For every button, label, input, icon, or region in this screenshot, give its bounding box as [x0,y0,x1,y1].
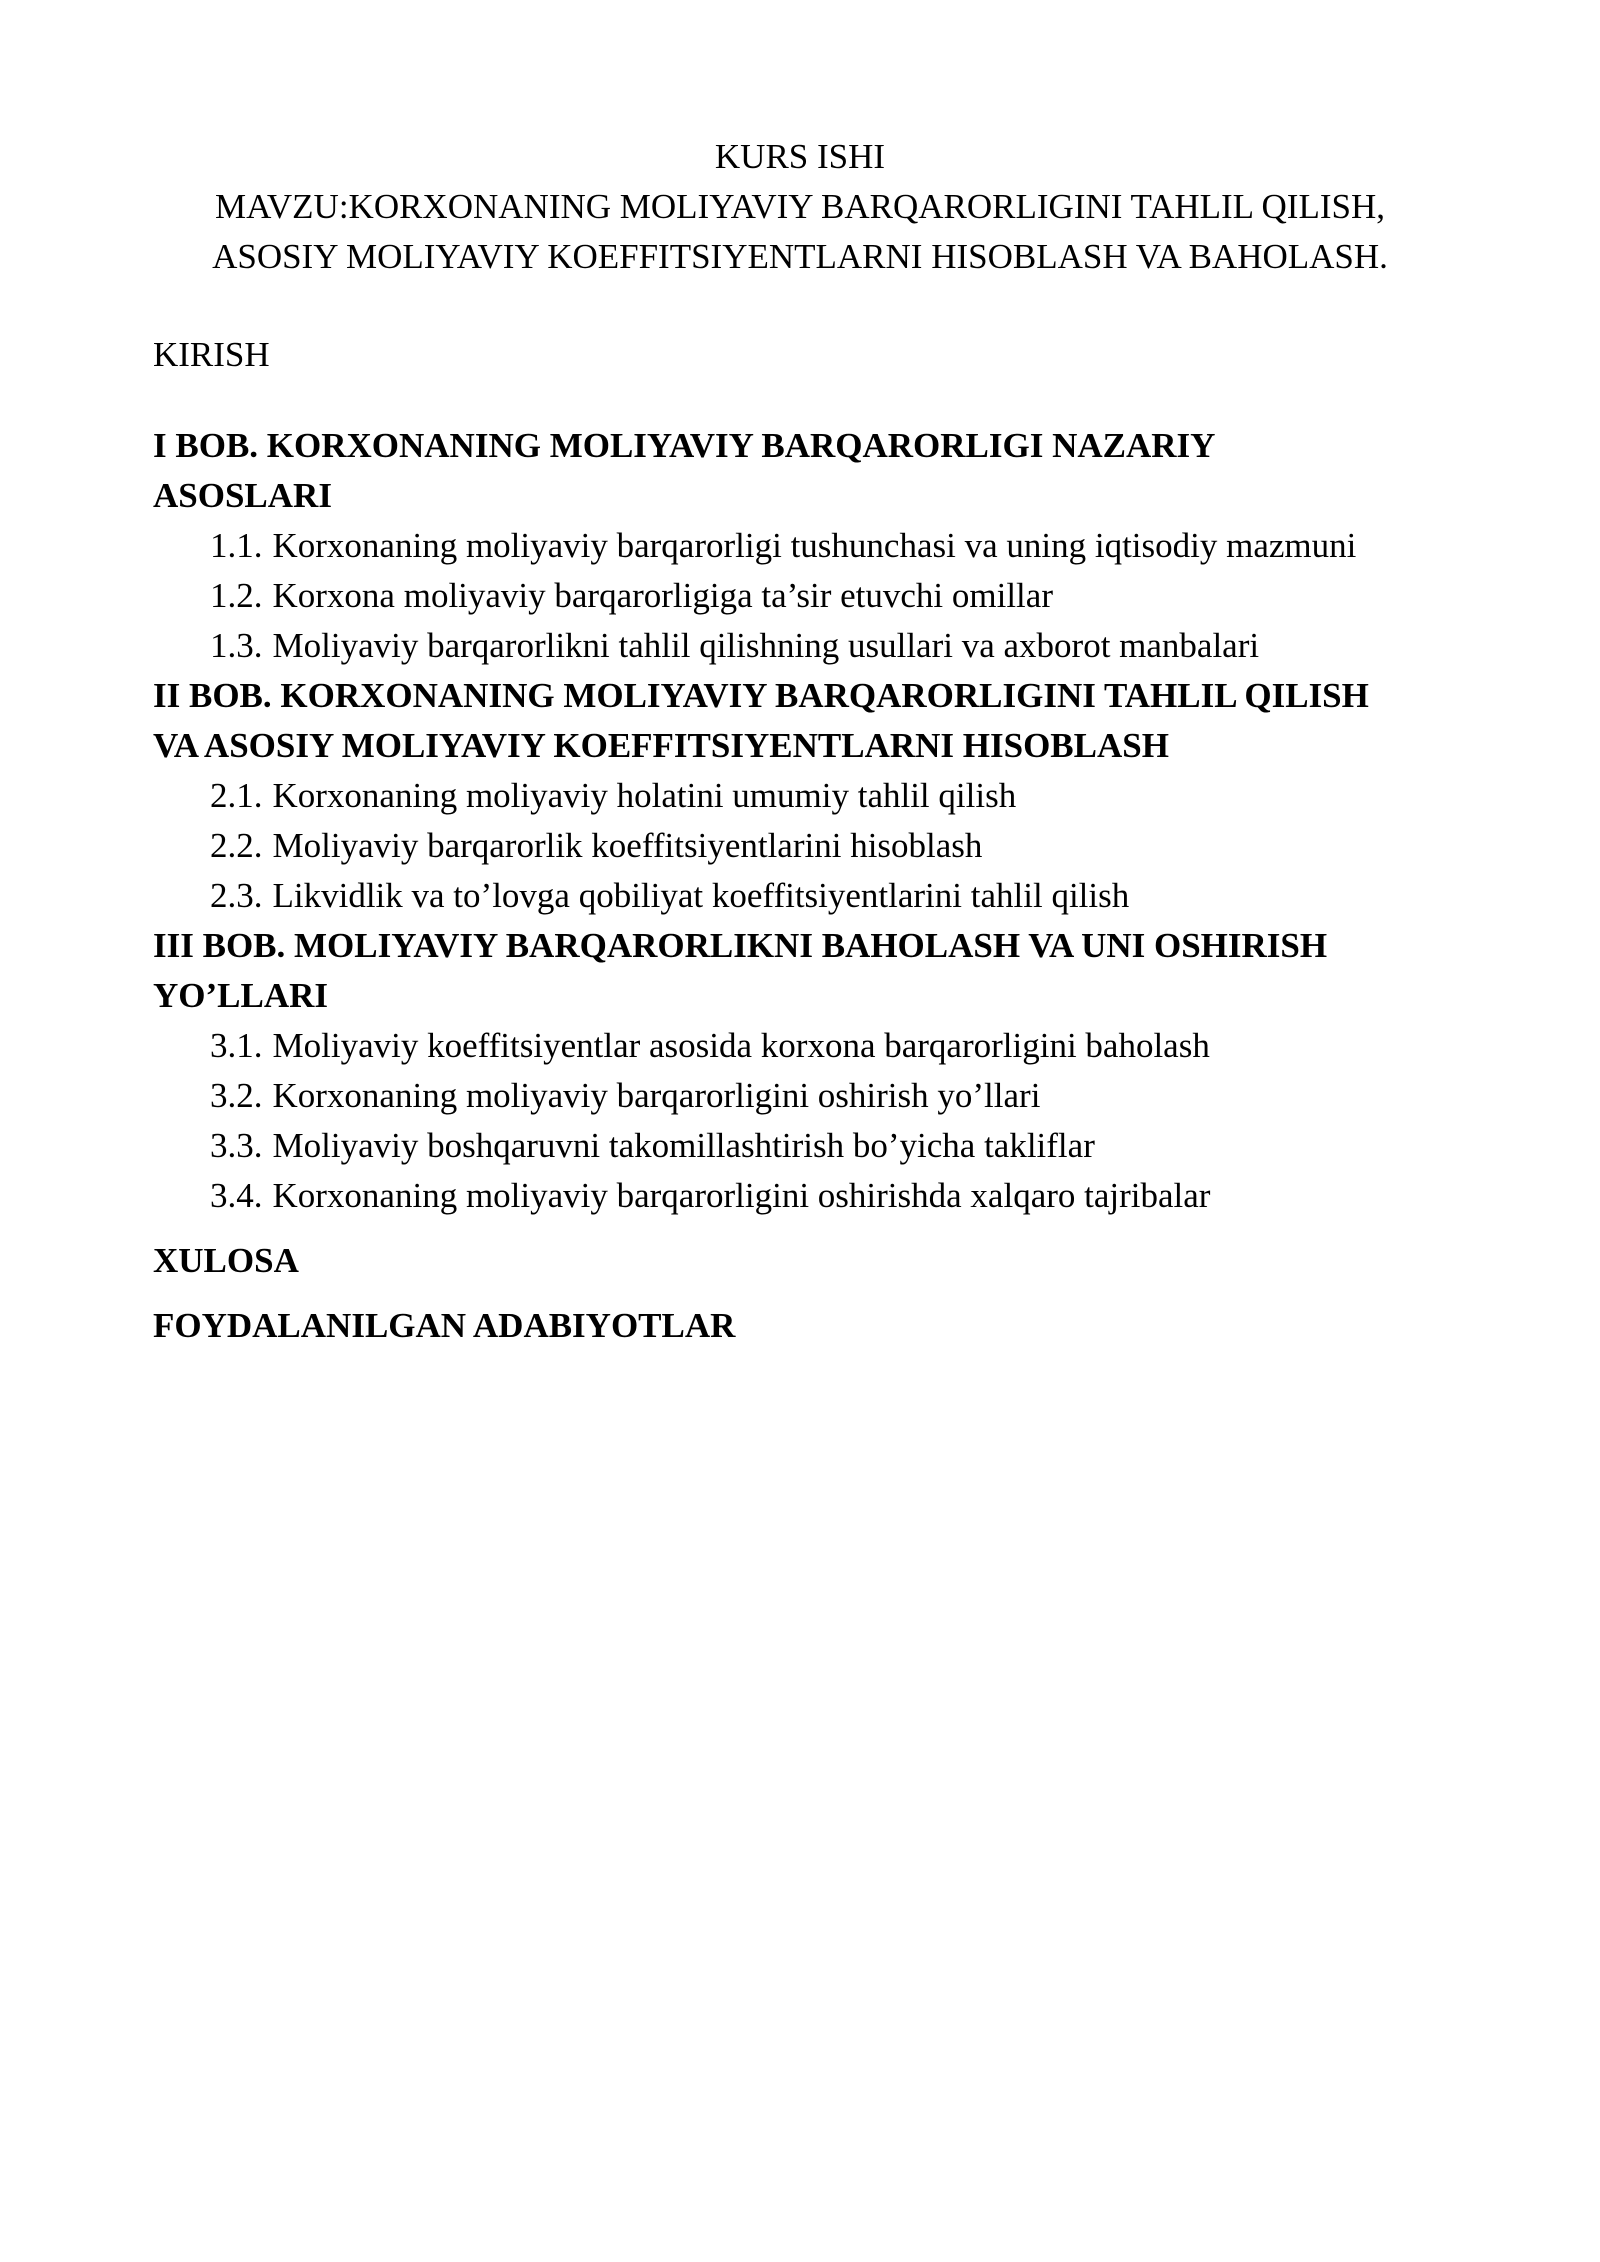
toc-section [153,1021,1493,1071]
section-number: 2.1. [210,776,263,815]
section-title: Korxonaning moliyaviy barqarorligini oshirish yo’llari [272,1076,1041,1115]
section-number: 3.4. [210,1176,263,1215]
chapter-title-line-2: YO’LLARI [153,976,329,1015]
section-title: Korxonaning moliyaviy barqarorligi tushunchasi va uning iqtisodiy mazmuni [272,526,1357,565]
section-number: 3.2. [210,1076,263,1115]
chapter-title-line-2: VA ASOSIY MOLIYAVIY KOEFFITSIYENTLARNI HISOBLASH [153,726,1169,765]
chapter-title-line-1: III BOB. MOLIYAVIY BARQARORLIKNI BAHOLASH VA UNI OSHIRISH [153,926,1328,965]
section-title: Moliyaviy barqarorlikni tahlil qilishning usullari va axborot manbalari [272,626,1260,665]
toc-intro: KIRISH [153,335,270,374]
toc-section [153,871,1493,921]
title-block [150,132,1450,282]
section-number: 1.3. [210,626,263,665]
toc-section [153,1071,1493,1121]
chapter-title-line-1: II BOB. KORXONANING MOLIYAVIY BARQARORLIGINI TAHLIL QILISH [153,676,1369,715]
chapter-title [153,421,1493,521]
toc-conclusion: XULOSA [153,1241,299,1280]
toc-section [153,621,1493,671]
toc-section [153,521,1493,571]
section-title: Korxonaning moliyaviy barqarorligini oshirishda xalqaro tajribalar [272,1176,1211,1215]
toc-section [153,1171,1493,1221]
chapter-title [153,671,1493,771]
section-number: 1.1. [210,526,263,565]
topic-title-line-2: ASOSIY MOLIYAVIY KOEFFITSIYENTLARNI HISOBLASH VA BAHOLASH. [212,237,1388,276]
chapter-title [153,921,1493,1021]
chapter-title-line-1: I BOB. KORXONANING MOLIYAVIY BARQARORLIGI NAZARIY [153,426,1216,465]
section-title: Moliyaviy koeffitsiyentlar asosida korxona barqarorligini baholash [272,1026,1210,1065]
section-number: 3.1. [210,1026,263,1065]
section-title: Korxonaning moliyaviy holatini umumiy tahlil qilish [272,776,1017,815]
table-of-contents [153,330,1493,1351]
toc-chapter-3 [153,921,1493,1221]
section-title: Likvidlik va to’lovga qobiliyat koeffitsiyentlarini tahlil qilish [272,876,1130,915]
section-number: 1.2. [210,576,263,615]
toc-section [153,821,1493,871]
toc-section [153,571,1493,621]
section-title: Moliyaviy barqarorlik koeffitsiyentlarini hisoblash [272,826,983,865]
toc-references: FOYDALANILGAN ADABIYOTLAR [153,1306,736,1345]
document-type-title: KURS ISHI [714,137,886,176]
toc-chapter-2 [153,671,1493,921]
section-number: 2.2. [210,826,263,865]
topic-title-line-1: MAVZU:KORXONANING MOLIYAVIY BARQARORLIGINI TAHLIL QILISH, [215,187,1385,226]
section-title: Korxona moliyaviy barqarorligiga ta’sir etuvchi omillar [272,576,1053,615]
chapter-title-line-2: ASOSLARI [153,476,332,515]
section-title: Moliyaviy boshqaruvni takomillashtirish bo’yicha takliflar [272,1126,1095,1165]
toc-section [153,771,1493,821]
section-number: 3.3. [210,1126,263,1165]
toc-chapter-1 [153,421,1493,671]
toc-section [153,1121,1493,1171]
section-number: 2.3. [210,876,263,915]
